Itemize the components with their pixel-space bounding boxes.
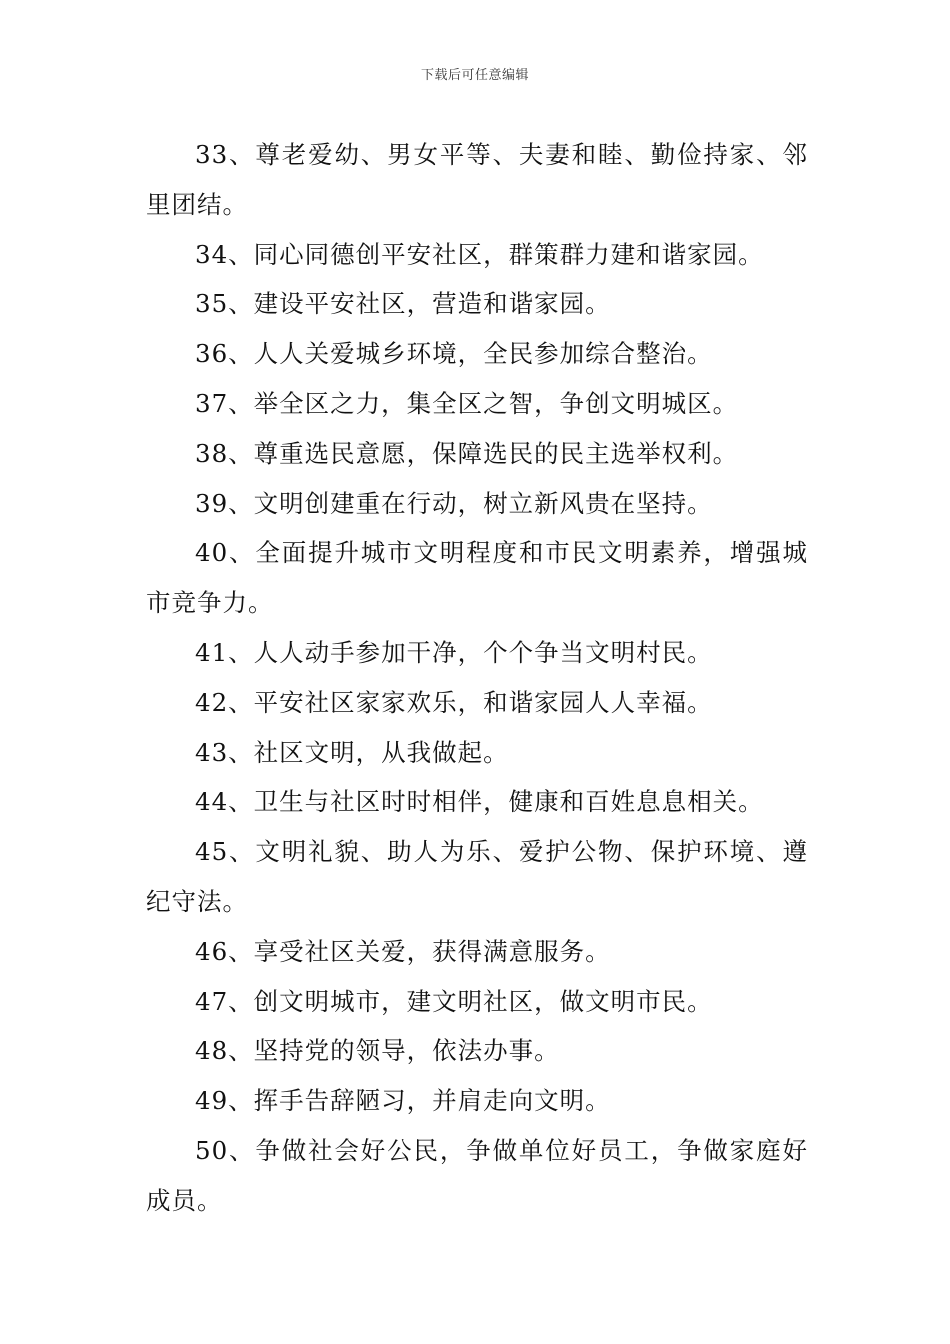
slogan-paragraph: 44、卫生与社区时时相伴，健康和百姓息息相关。 [195, 787, 764, 817]
slogan-paragraph: 39、文明创建重在行动，树立新风贵在坚持。 [195, 488, 713, 518]
slogan-paragraph: 46、享受社区关爱，获得满意服务。 [195, 936, 611, 966]
slogan-paragraph: 33、尊老爱幼、男女平等、夫妻和睦、勤俭持家、邻里团结。 [146, 140, 808, 219]
slogan-paragraph: 41、人人动手参加干净，个个争当文明村民。 [195, 637, 713, 667]
document-body [146, 130, 808, 1226]
slogan-paragraph: 48、坚持党的领导，依法办事。 [195, 1036, 560, 1066]
slogan-paragraph: 37、举全区之力，集全区之智，争创文明城区。 [195, 388, 739, 418]
slogan-paragraph: 47、创文明城市，建文明社区，做文明市民。 [195, 986, 713, 1016]
slogan-paragraph: 42、平安社区家家欢乐，和谐家园人人幸福。 [195, 687, 713, 717]
slogan-paragraph: 34、同心同德创平安社区，群策群力建和谐家园。 [195, 239, 764, 269]
page-header: 下载后可任意编辑 [420, 68, 529, 83]
slogan-paragraph: 40、全面提升城市文明程度和市民文明素养，增强城市竞争力。 [146, 538, 808, 618]
slogan-paragraph: 50、争做社会好公民，争做单位好员工，争做家庭好成员。 [146, 1135, 808, 1215]
slogan-paragraph: 35、建设平安社区，营造和谐家园。 [195, 289, 611, 319]
slogan-paragraph: 43、社区文明，从我做起。 [195, 737, 509, 767]
slogan-paragraph: 36、人人关爱城乡环境，全民参加综合整治。 [195, 339, 713, 369]
slogan-paragraph: 45、文明礼貌、助人为乐、爱护公物、保护环境、遵纪守法。 [146, 837, 808, 916]
slogan-paragraph: 49、挥手告辞陋习，并肩走向文明。 [195, 1086, 611, 1116]
slogan-paragraph: 38、尊重选民意愿，保障选民的民主选举权利。 [195, 438, 739, 468]
